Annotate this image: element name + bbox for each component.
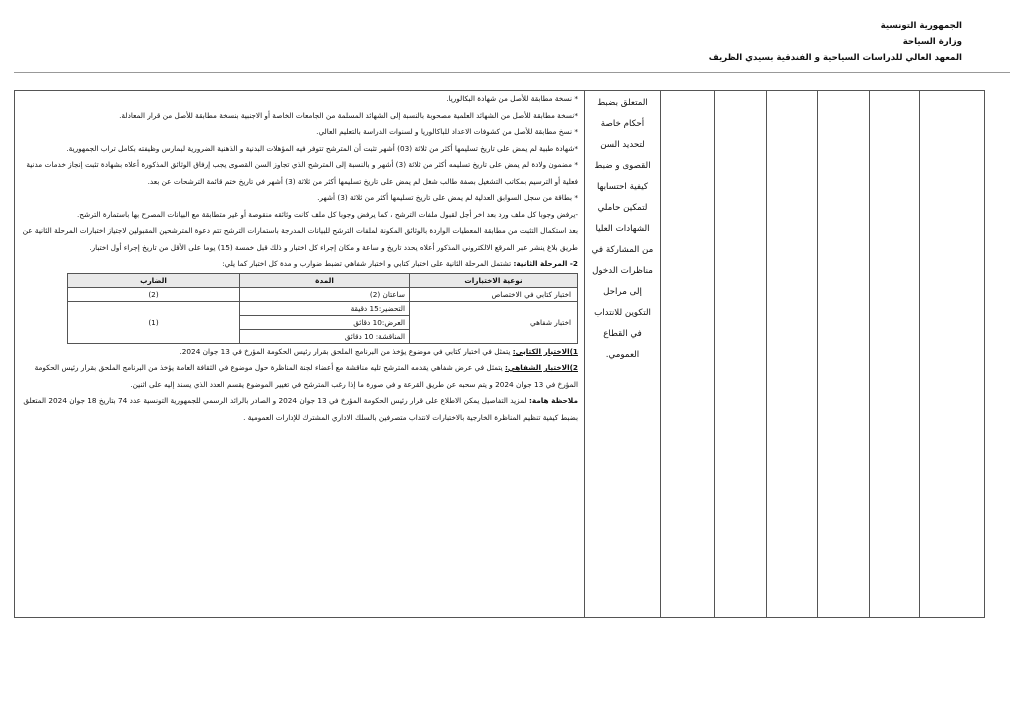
decree-title-cell: المتعلق بضبط أحكام خاصة لتحديد السن القصوى و ضبط كيفية احتسابها لتمكين حاملي الشهادات العليا من المشاركة في مناظرات الدخول إلى مراحل التكوين للانتداب في القطاع العمومي. bbox=[585, 91, 661, 618]
ministry-name: وزارة السياحة bbox=[902, 37, 962, 47]
written-duration: ساعتان (2) bbox=[240, 287, 410, 301]
institute-name: المعهد العالي للدراسات السياحية و الفندقية بسيدي الظريف bbox=[708, 53, 962, 63]
stage2-label: 2- المرحلة الثانية: bbox=[513, 259, 578, 268]
written-exam-paragraph bbox=[21, 344, 578, 361]
req-medical-certificate: *شهادة طبية لم يمض على تاريخ تسليمها أكثر من ثلاثة (03) أشهر تثبت أن المترشح تتوفر فيه المؤهلات البدنية و الذهنية الضرورية لبمارس وظيفته بكامل تراب الجمهورية. bbox=[66, 143, 578, 153]
oral-duration bbox=[240, 301, 410, 343]
oral-coef: (1) bbox=[68, 301, 240, 343]
document-header bbox=[709, 18, 962, 66]
empty-cell-6 bbox=[920, 91, 985, 618]
col-header-type: نوعية الاختبارات bbox=[410, 273, 578, 287]
oral-prep-duration: التحضير:15 دقيقة bbox=[350, 303, 405, 313]
exams-row-written bbox=[68, 287, 578, 301]
req-criminal-record: * بطاقة من سجل السوابق العدلية لم يمض على تاريخ تسليمها أكثر من ثلاثة (3) أشهر. bbox=[317, 193, 578, 202]
republic-name: الجمهورية التونسية bbox=[880, 21, 962, 31]
requirements-cell bbox=[15, 91, 585, 618]
written-coef: (2) bbox=[68, 287, 240, 301]
req-diplomas-copy: *نسخة مطابقة للأصل من الشهائد العلمية مصحوبة بالنسبة إلى الشهائد المسلمة من الجامعات الخاصة أو الاجنبية بنسخة مطابقة للأصل من قرار المعادلة. bbox=[119, 110, 578, 120]
exams-header-row bbox=[68, 273, 578, 287]
rejection-rule: -يرفض وجوبا كل ملف ورد بعد اخر أجل لقبول ملفات الترشح ، كما يرفض وجوبا كل ملف كانت وثائقه منقوصة أو غير متطابقة مع البيانات المصرح بها باستمارة الترشح. bbox=[76, 209, 578, 219]
req-bac-copy: * نسخة مطابقة للأصل من شهادة البكالوريا. bbox=[446, 94, 578, 103]
written-type: اختبار كتابي في الاختصاص bbox=[410, 287, 578, 301]
important-note bbox=[21, 393, 578, 426]
written-exam-label: 1)الاختبار الكتابي: bbox=[512, 346, 578, 356]
col-header-duration: المدة bbox=[240, 273, 410, 287]
stage2-text: تشتمل المرحلة الثانية على اختبار كتابي و اختبار شفاهي تضبط ضوارب و مدة كل اختبار كما يلي: bbox=[222, 259, 514, 268]
main-table bbox=[14, 90, 985, 618]
oral-exam-label: 2)الاختبار الشفاهي: bbox=[504, 363, 578, 372]
col-header-coef: الضارب bbox=[68, 273, 240, 287]
oral-presentation-duration: العرض:10 دقائق bbox=[240, 315, 409, 329]
important-note-label: ملاحظة هامة: bbox=[528, 396, 578, 405]
oral-type: اختبار شفاهي bbox=[410, 301, 578, 343]
req-transcripts: * نسخ مطابقة للأصل من كشوفات الاعداد للباكالوريا و لسنوات الدراسة بالتعليم العالي. bbox=[316, 127, 578, 136]
header-divider bbox=[14, 72, 1010, 73]
exams-table bbox=[67, 273, 578, 344]
exams-row-oral bbox=[68, 301, 578, 343]
stage2-paragraph bbox=[21, 256, 578, 273]
oral-discussion-duration: المناقشة: 10 دقائق bbox=[240, 329, 409, 343]
req-birth-certificate: * مضمون ولادة لم يمض على تاريخ تسليمه أكثر من ثلاثة (3) أشهر و بالنسبة إلى المترشح الذي تجاوز السن القصوى يجب إرفاق الوثائق المذكورة أعلاه بشهادة تثبت إنجاز خدمات مدنية فعلية أو الترسيم بمكاتب التشغيل بصفة طالب شغل لم يمض على تاريخ تسليمها أكثر من ثلاثة (3) أشهر في تاريخ ختم قائمة الترشحات عن بعد. bbox=[26, 160, 578, 186]
written-exam-text: يتمثل في اختبار كتابي في موضوع يؤخذ من البرنامج الملحق بقرار رئيس الحكومة المؤرخ في 13 جوان 2024. bbox=[179, 346, 513, 356]
empty-cell-2 bbox=[715, 91, 767, 618]
important-note-text: لمزيد التفاصيل يمكن الاطلاع على قرار رئيس الحكومة المؤرخ في 13 جوان 2024 و الصادر بالرائد الرسمي للجمهورية التونسية عدد 74 بتاريخ 18 جوان 2024 المتعلق بضبط كيفية تنظيم المناظرة الخارجية بالاختبارات لانتداب متصرفين بالسلك الاداري المشترك للإدارات العمومية . bbox=[23, 396, 578, 422]
empty-cell-4 bbox=[818, 91, 870, 618]
empty-cell-5 bbox=[870, 91, 920, 618]
empty-cell-1 bbox=[661, 91, 715, 618]
empty-cell-3 bbox=[767, 91, 818, 618]
invitation-paragraph: بعد استكمال التثبت من مطابقة المعطيات الواردة بالوثائق المكونة لملفات الترشح للبيانات المدرجة باستمارات الترشح تتم دعوة المترشحين المقبولين لاجتياز اختبارات المرحلة الثانية عن طريق بلاغ ينشر عبر المرقع الالكتروني المذكور أعلاه يحدد تاريخ و ساعة و مكان إجراء كل اختبار و ذلك قبل خمسة (15) يوما على الأقل من تاريخ إجراء أول اختبار. bbox=[22, 226, 578, 252]
oral-exam-text: يتمثل في عرض شفاهي يقدمه المترشح تليه مناقشة مع أعضاء لجنة المناظرة حول موضوع في الثقافة العامة يؤخذ من البرنامج الملحق بقرار رئيس الحكومة المؤرخ في 13 جوان 2024 و يتم سحبه عن طريق القرعة و في صورة ما إذا رغب المترشح في تغيير الموضوع يقسم العدد الذي يسند إليه على اثنين. bbox=[34, 363, 578, 389]
oral-exam-paragraph bbox=[21, 360, 578, 393]
